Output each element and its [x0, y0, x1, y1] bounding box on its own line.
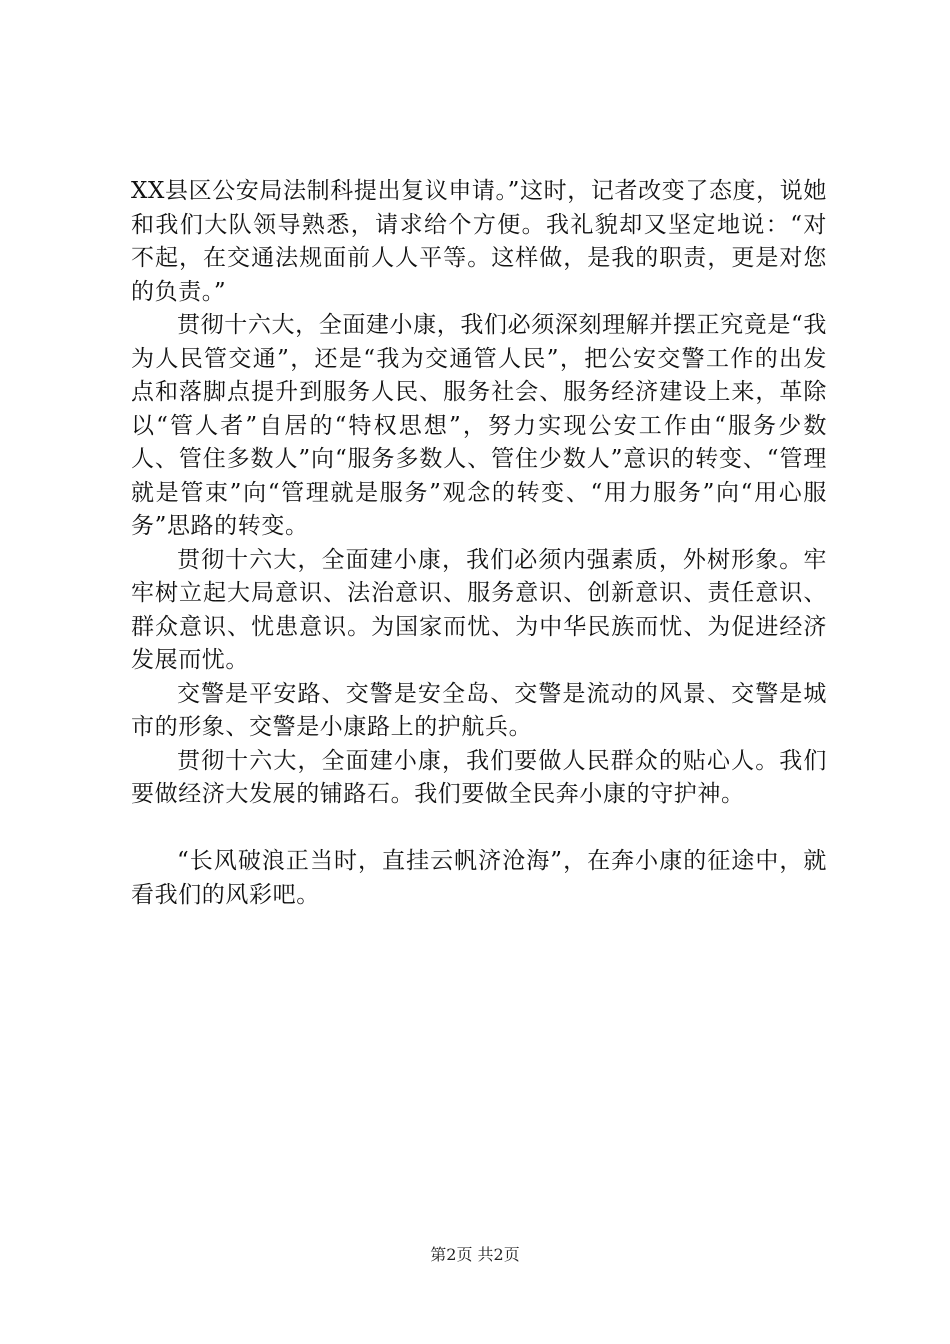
- paragraph-closing: “长风破浪正当时，直挂云帆济沧海”，在奔小康的征途中，就看我们的风彩吧。: [131, 848, 827, 908]
- paragraph-quality-image: 贯彻十六大，全面建小康，我们必须内强素质，外树形象。牢牢树立起大局意识、法治意识、服务意识、创新意识、责任意识、群众意识、忧患意识。为国家而忧、为中华民族而忧、为促进经济发展而忧。: [131, 546, 827, 673]
- paragraph-continuation: XX县区公安局法制科提出复议申请。”这时，记者改变了态度，说她和我们大队领导熟悉，请求给个方便。我礼貌却又坚定地说：“对不起，在交通法规面前人人平等。这样做，是我的职责，更是对您的负责。”: [131, 178, 827, 305]
- page-footer: 第2页 共2页: [430, 1245, 520, 1264]
- paragraph-service-mindset: 贯彻十六大，全面建小康，我们必须深刻理解并摆正究竟是“我为人民管交通”，还是“我为交通管人民”，把公安交警工作的出发点和落脚点提升到服务人民、服务社会、服务经济建设上来，革除以“管人者”自居的“特权思想”，努力实现公安工作由“服务少数人、管住多数人”向“服务多数人、管住少数人”意识的转变、“管理就是管束”向“管理就是服务”观念的转变、“用力服务”向“用心服务”思路的转变。: [131, 312, 827, 539]
- paragraph-commitments: 贯彻十六大，全面建小康，我们要做人民群众的贴心人。我们要做经济大发展的铺路石。我们要做全民奔小康的守护神。: [131, 747, 827, 807]
- document-body: [131, 175, 827, 912]
- paragraph-traffic-police: 交警是平安路、交警是安全岛、交警是流动的风景、交警是城市的形象、交警是小康路上的护航兵。: [131, 680, 827, 740]
